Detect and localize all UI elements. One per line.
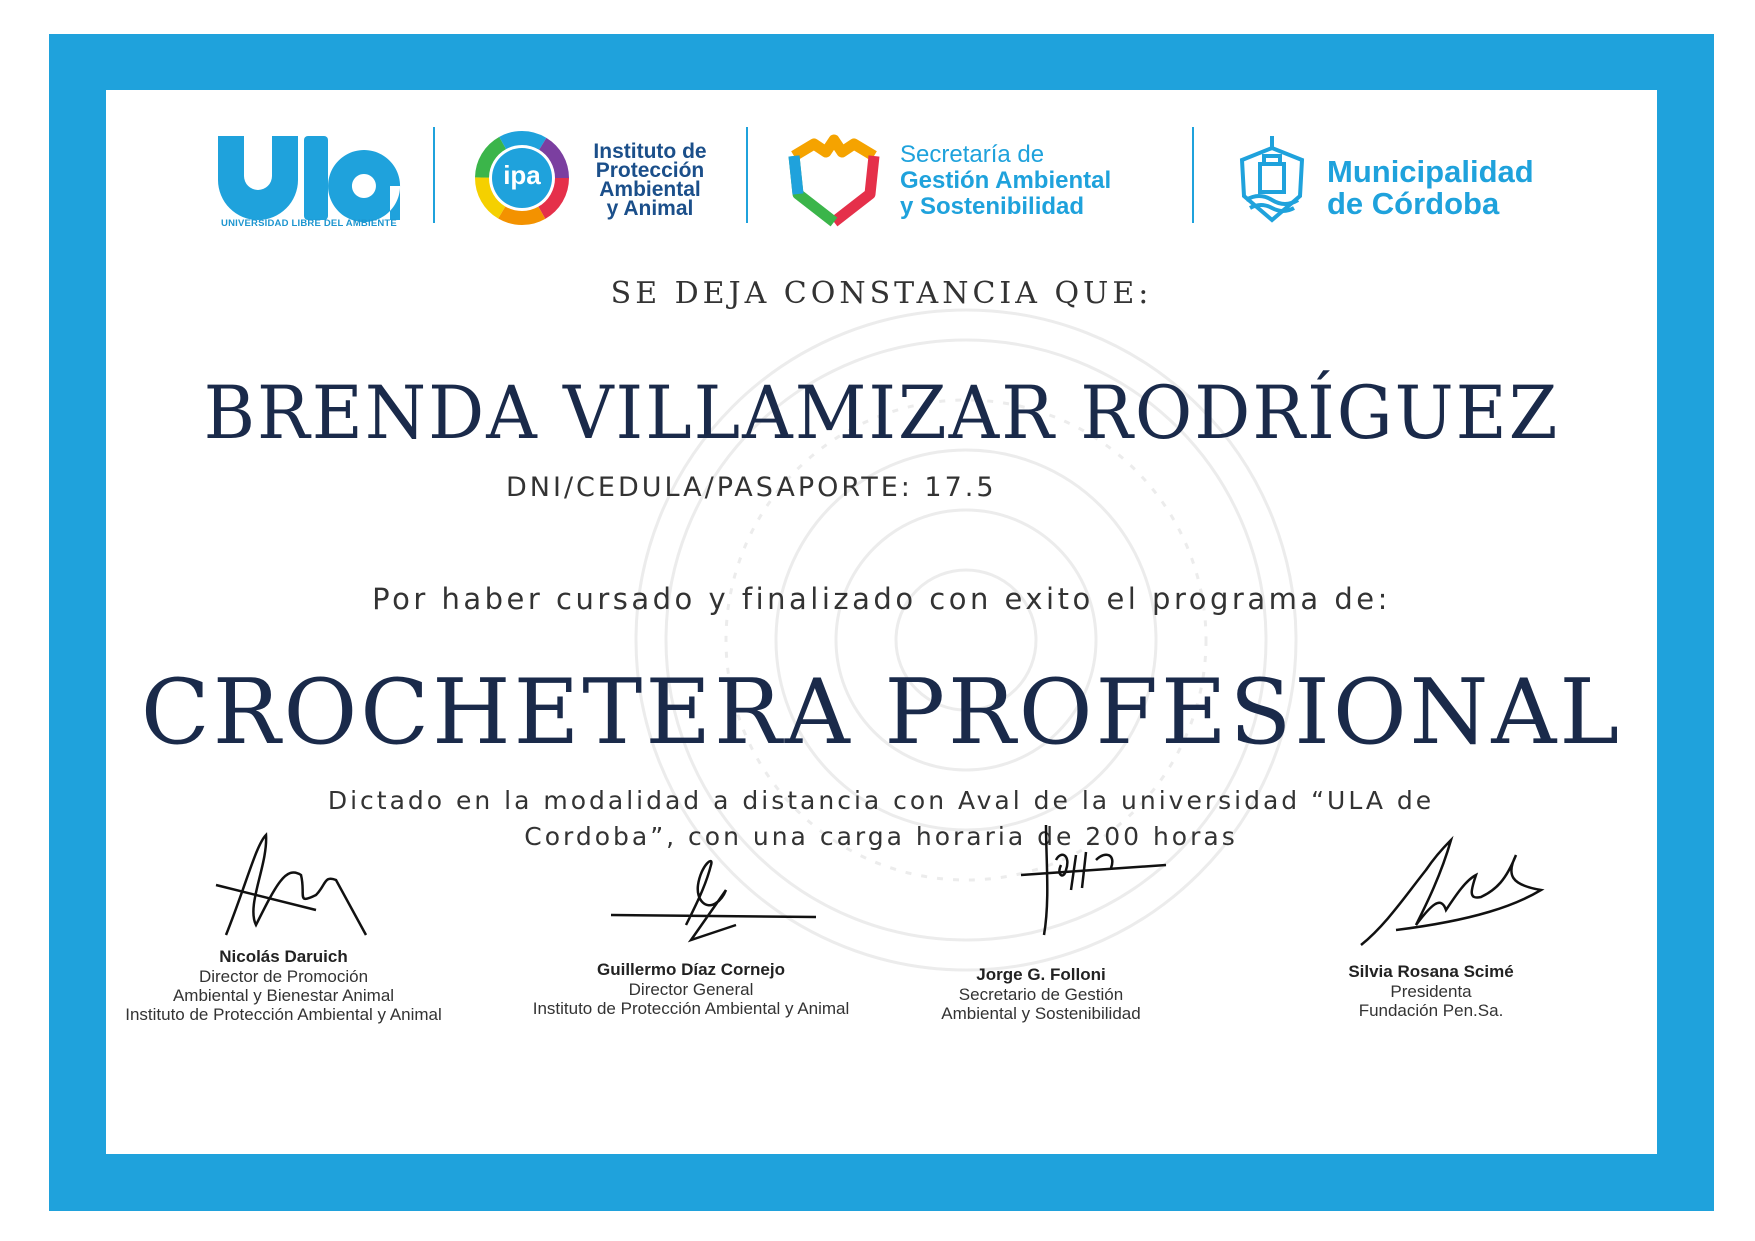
signatory-block	[1276, 962, 1586, 1020]
signatory-role: Instituto de Protección Ambiental y Animal	[125, 1005, 442, 1024]
signatory-role: Presidenta	[1390, 982, 1472, 1001]
signature-image	[606, 845, 821, 945]
certificate-intro: SE DEJA CONSTANCIA QUE:	[610, 276, 1153, 311]
municipalidad-name	[1327, 156, 1567, 220]
recipient-name: BRENDA VILLAMIZAR RODRÍGUEZ	[203, 369, 1560, 457]
signatory-block	[106, 947, 461, 1024]
municipalidad-line: Municipalidad	[1327, 154, 1534, 189]
ula-logo	[214, 132, 404, 232]
ipa-line: y Animal	[606, 197, 694, 220]
signatory-name: Guillermo Díaz Cornejo	[597, 960, 785, 979]
logo-divider	[746, 127, 748, 223]
secretaria-line: Gestión Ambiental	[900, 167, 1112, 194]
signatory-role: Director de Promoción	[198, 967, 369, 986]
city-crest-icon	[1234, 130, 1310, 226]
shield-icon	[784, 134, 884, 230]
certificate-paper	[106, 90, 1657, 1154]
ipa-line: Ambiental	[599, 178, 701, 201]
signature-image	[1356, 835, 1546, 950]
course-title: CROCHETERA PROFESIONAL	[140, 660, 1623, 765]
signatory-role: Ambiental y Sostenibilidad	[941, 1004, 1141, 1023]
program-lead-text: Por haber cursado y finalizado con exito el programa de:	[372, 582, 1391, 616]
signatory-role: Ambiental y Bienestar Animal	[172, 986, 395, 1005]
ula-subtitle: UNIVERSIDAD LIBRE DEL AMBIENTE	[221, 218, 397, 229]
signatory-block	[886, 965, 1196, 1023]
course-description: Dictado en la modalidad a distancia con Aval de la universidad “ULA de Cordoba”, con una carga horaria de 200 horas	[327, 786, 1435, 851]
signature-image	[206, 825, 376, 945]
signatory-block	[481, 960, 901, 1018]
secretaria-line: Secretaría de	[900, 141, 1045, 168]
logo-divider	[1192, 127, 1194, 223]
signatory-role: Fundación Pen.Sa.	[1358, 1001, 1504, 1020]
signatory-role: Director General	[628, 980, 754, 999]
signatory-role: Secretario de Gestión	[958, 985, 1124, 1004]
signatory-name: Jorge G. Folloni	[976, 965, 1106, 984]
ipa-badge-label: ipa	[503, 160, 541, 190]
municipalidad-line: de Córdoba	[1327, 186, 1500, 221]
ipa-institute-name	[580, 142, 720, 218]
signatory-role: Instituto de Protección Ambiental y Animal	[532, 999, 850, 1018]
logo-divider	[433, 127, 435, 223]
id-number-line: DNI/CEDULA/PASAPORTE: 17.5	[506, 472, 997, 503]
secretaria-line: y Sostenibilidad	[900, 193, 1085, 220]
ipa-line: Protección	[595, 159, 705, 182]
secretaria-name	[900, 142, 1170, 220]
signature-image	[1016, 820, 1176, 950]
signatory-name: Silvia Rosana Scimé	[1348, 962, 1514, 981]
ipa-line: Instituto de	[593, 140, 707, 163]
signatory-name: Nicolás Daruich	[219, 947, 348, 966]
